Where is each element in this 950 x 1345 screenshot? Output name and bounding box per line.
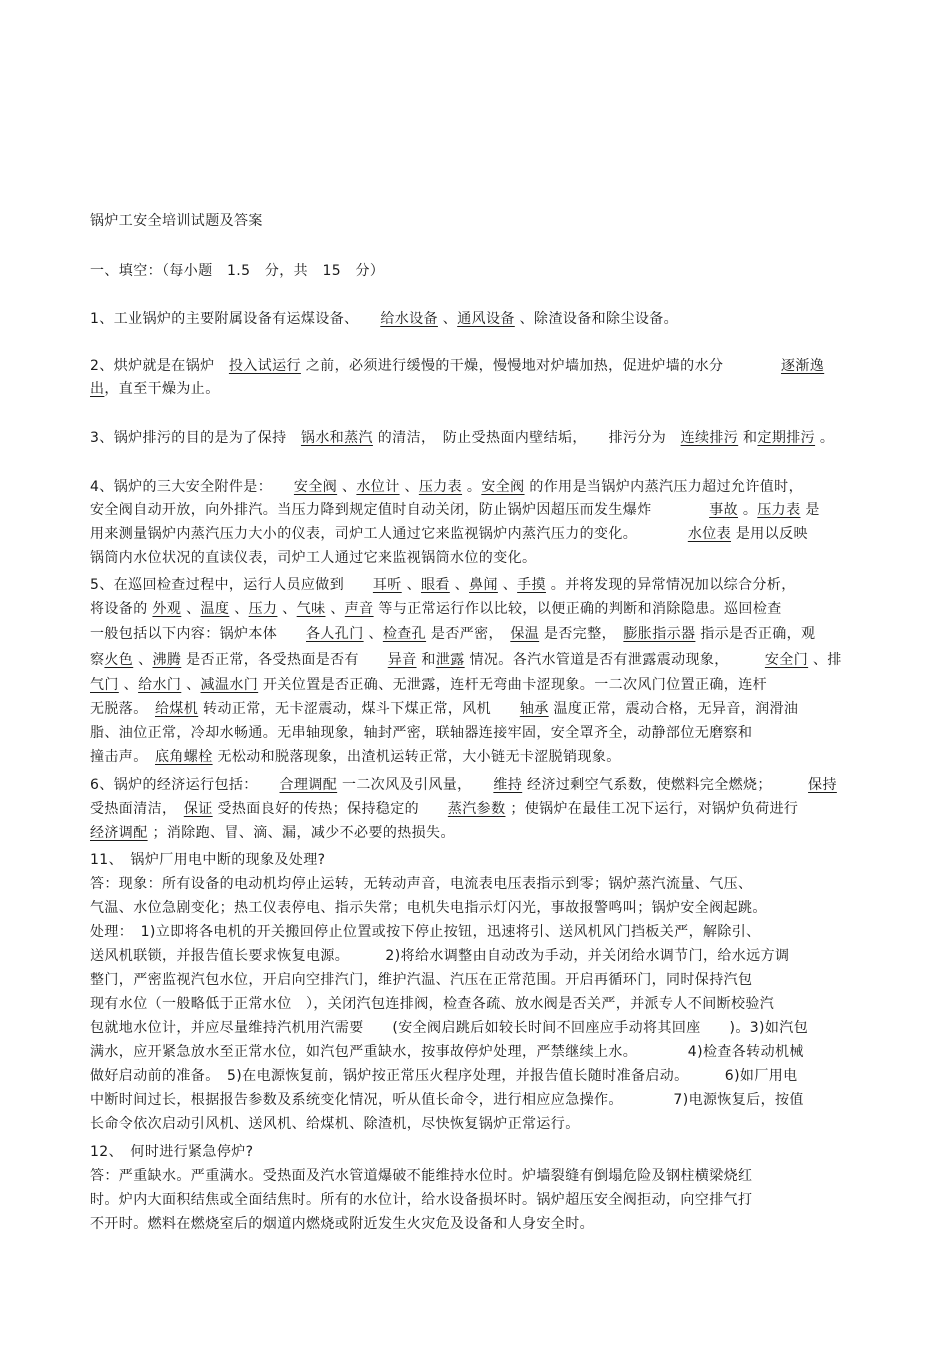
q2-line	[90, 357, 824, 375]
q6-line	[90, 776, 837, 794]
answer-blank: 鼻闻	[469, 577, 498, 593]
text-segment: 。	[462, 479, 482, 495]
answer-blank: 水位表	[687, 526, 732, 542]
q1-line	[90, 310, 678, 328]
text-segment: 、	[399, 479, 419, 495]
answer-blank: 安全阀	[481, 479, 525, 495]
text-segment: 经济过剩空气系数，使燃料完全燃烧；	[522, 777, 809, 793]
answer-blank: 蒸汽参数	[447, 801, 506, 817]
answer-blank: 保持	[808, 777, 837, 793]
q5-line	[90, 724, 752, 742]
text-segment: 送风机联锁，并报告值长要求恢复电源。 2)将给水调整由自动改为手动，并关闭给水调节门，给水远方调	[90, 948, 790, 964]
q5-line	[90, 748, 621, 766]
q5-line	[90, 600, 782, 618]
text-segment: 长命令依次启动引风机、送风机、给煤机、除渣机，尽快恢复锅炉正常运行。	[90, 1116, 580, 1132]
q11-line	[90, 875, 752, 893]
text-segment: 时。炉内大面积结焦或全面结焦时。所有的水位计，给水设备损坏时。锅炉超压安全阀拒动，向空排气打	[90, 1192, 753, 1208]
q5-line	[90, 651, 842, 669]
text-segment: 无脱落。	[90, 701, 155, 717]
text-segment: 、	[229, 601, 249, 617]
answer-blank: 温度	[200, 601, 230, 617]
answer-blank: 给煤机	[155, 701, 199, 717]
q12-line	[90, 1167, 752, 1185]
text-segment: 、	[277, 601, 297, 617]
answer-blank: 轴承	[519, 701, 549, 717]
answer-blank: 给水设备	[380, 311, 438, 327]
text-segment: 、	[181, 601, 201, 617]
q6-line	[90, 800, 798, 818]
answer-blank: 外观	[152, 601, 182, 617]
q11-line	[90, 1115, 580, 1133]
text-segment: 11、 锅炉厂用电中断的现象及处理?	[90, 852, 326, 868]
answer-blank: 各人孔门	[306, 626, 364, 642]
text-segment: 。	[738, 502, 758, 518]
answer-blank: 泄露	[435, 652, 465, 668]
q5-line	[90, 700, 798, 718]
text-segment: 。并将发现的异常情况加以综合分析，	[545, 577, 796, 593]
text-segment: 3、锅炉排污的目的是为了保持	[90, 430, 301, 446]
q11-line	[90, 1019, 808, 1037]
text-segment: 将设备的	[90, 601, 153, 617]
text-segment: 察	[90, 652, 105, 668]
text-segment: 是否严密，	[426, 626, 511, 642]
answer-blank: 安全门	[764, 652, 809, 668]
q11-line	[90, 971, 752, 989]
text-segment: ，直至干燥为止。	[104, 381, 220, 397]
text-segment: 不开时。燃料在燃烧室后的烟道内燃烧或附近发生火灾危及设备和人身安全时。	[90, 1216, 594, 1232]
answer-blank: 压力	[248, 601, 278, 617]
text-segment: 是	[800, 502, 820, 518]
answer-blank: 维持	[493, 777, 523, 793]
text-segment: 12、 何时进行紧急停炉?	[90, 1144, 254, 1160]
text-segment: 1、工业锅炉的主要附属设备有运煤设备、	[90, 311, 381, 327]
text-segment: 脂、油位正常，冷却水畅通。无串轴现象，轴封严密，联轴器连接牢固，安全罩齐全，动静部位无磨察和	[90, 725, 753, 741]
text-segment: 是用以反映	[731, 526, 808, 542]
text-segment: 、	[363, 626, 383, 642]
q11-line	[90, 1067, 798, 1085]
text-segment: 之前，必须进行缓慢的干燥，慢慢地对炉墙加热，促进炉墙的水分	[300, 358, 781, 374]
q2-line	[90, 380, 220, 398]
q5-line	[90, 676, 767, 694]
text-segment: 是否完整，	[539, 626, 624, 642]
answer-blank: 连续排污	[680, 430, 739, 446]
q4-line	[90, 549, 536, 567]
answer-blank: 减温水门	[200, 677, 259, 693]
text-segment: 和	[738, 430, 758, 446]
answer-blank: 合理调配	[279, 777, 338, 793]
text-segment: 锅筒内水位状况的直读仪表，司炉工人通过它来监视锅筒水位的变化。	[90, 550, 537, 566]
text-segment: 、除渣设备和除尘设备。	[514, 311, 679, 327]
text-segment: 情况。各汽水管道是否有泄露震动现象，	[464, 652, 765, 668]
text-segment: 2、烘炉就是在锅炉	[90, 358, 229, 374]
text-segment: 一二次风及引风量，	[337, 777, 494, 793]
page-title: 锅炉工安全培训试题及答案	[90, 213, 263, 229]
q11-line	[90, 851, 325, 869]
answer-blank: 经济调配	[90, 825, 148, 841]
text-segment: 排	[827, 652, 842, 668]
text-segment: 的作用是当锅炉内蒸汽压力超过允许值时，	[524, 479, 803, 495]
text-segment: 做好启动前的准备。 5)在电源恢复前，锅炉按正常压火程序处理，并报告值长随时准备启动。 6)如厂用电	[90, 1068, 798, 1084]
text-segment: 安全阀自动开放，向外排汽。当压力降到规定值时自动关闭，防止锅炉因超压而发生爆炸	[90, 502, 710, 518]
q11-line	[90, 947, 789, 965]
text-segment: 满水，应开紧急放水至正常水位，如汽包严重缺水，按事故停炉处理，严禁继续上水。 4)检查各转动机械	[90, 1044, 804, 1060]
answer-blank: 眼看	[420, 577, 450, 593]
q11-line	[90, 899, 767, 917]
answer-blank: 事故	[709, 502, 739, 518]
answer-blank: 水位计	[356, 479, 400, 495]
text-segment: 无松动和脱落现象，出渣机运转正常，大小链无卡涩脱销现象。	[212, 749, 621, 765]
answer-blank: 检查孔	[382, 626, 427, 642]
text-segment: 温度正常，震动合格，无异音，润滑油	[548, 701, 799, 717]
text-segment: 、	[133, 652, 153, 668]
text-segment: 一般包括以下内容：锅炉本体	[90, 626, 306, 642]
text-segment: 4、锅炉的三大安全附件是：	[90, 479, 294, 495]
q5-line	[90, 576, 796, 594]
q11-line	[90, 1043, 804, 1061]
answer-blank: 火色	[104, 652, 134, 668]
answer-blank: 定期排污	[757, 430, 816, 446]
q12-line	[90, 1191, 752, 1209]
text-segment: 等与正常运行作以比较，以便正确的判断和消除隐患。巡回检查	[373, 601, 782, 617]
text-segment: 受热面清洁，	[90, 801, 184, 817]
q4-line	[90, 525, 808, 543]
text-segment: 、	[449, 577, 470, 593]
text-segment: 5、在巡回检查过程中，运行人员应做到	[90, 577, 373, 593]
text-segment: 、	[808, 652, 828, 668]
q11-line	[90, 923, 761, 941]
q12-line	[90, 1215, 594, 1233]
answer-blank: 压力表	[418, 479, 463, 495]
text-segment: 、	[337, 479, 357, 495]
q3-line	[90, 429, 834, 447]
text-segment: ；消除跑、冒、滴、漏，减少不必要的热损失。	[147, 825, 455, 841]
answer-blank: 压力表	[757, 502, 801, 518]
text-segment: ；使锅炉在最佳工况下运行，对锅炉负荷进行	[505, 801, 799, 817]
text-segment: 、	[325, 601, 345, 617]
answer-blank: 异音	[387, 652, 417, 668]
q11-line	[90, 1091, 804, 1109]
answer-blank: 耳听	[372, 577, 402, 593]
q11-line	[90, 995, 774, 1013]
text-segment: 和	[416, 652, 436, 668]
answer-blank: 通风设备	[457, 311, 515, 327]
text-segment: 中断时间过长，根据报告参数及系统变化情况，听从值长命令，进行相应应急操作。 7)电源恢复后，按值	[90, 1092, 804, 1108]
answer-blank: 声音	[344, 601, 374, 617]
text-segment: 答：严重缺水。严重满水。受热面及汽水管道爆破不能维持水位时。炉墙裂缝有倒塌危险及钢柱横梁烧红	[90, 1168, 753, 1184]
text-segment: 是否正常，各受热面是否有	[181, 652, 388, 668]
q6-line	[90, 824, 455, 842]
answer-blank: 沸腾	[152, 652, 182, 668]
q12-line	[90, 1143, 253, 1161]
text-segment: 。	[815, 430, 835, 446]
text-segment: 的清洁， 防止受热面内壁结垢， 排污分为	[372, 430, 681, 446]
text-segment: 、	[401, 577, 421, 593]
answer-blank: 锅水和蒸汽	[300, 430, 373, 446]
text-segment: 、	[437, 311, 458, 327]
answer-blank: 膨胀指示器	[623, 626, 696, 642]
answer-blank: 逐渐逸	[780, 358, 825, 374]
answer-blank: 气味	[296, 601, 326, 617]
answer-blank: 底角螺栓	[155, 749, 213, 765]
text-segment: 、	[497, 577, 518, 593]
text-segment: 处理： 1)立即将各电机的开关搬回停止位置或按下停止按钮，迅速将引、送风机风门挡板关严，解除引、	[90, 924, 761, 940]
text-segment: 气温、水位急剧变化；热工仪表停电、指示失常；电机失电指示灯闪光，事故报警鸣叫；锅炉安全阀起跳。	[90, 900, 767, 916]
answer-blank: 给水门	[138, 677, 182, 693]
answer-blank: 气门	[90, 677, 119, 693]
q4-line	[90, 501, 820, 519]
text-segment: 撞击声。	[90, 749, 155, 765]
text-segment: 、	[181, 677, 201, 693]
text-segment: 现有水位（一般略低于正常水位 ），关闭汽包连排阀，检查各疏、放水阀是否关严，并派专人不间断校验汽	[90, 996, 775, 1012]
answer-blank: 安全阀	[293, 479, 338, 495]
text-segment: 6、锅炉的经济运行包括：	[90, 777, 280, 793]
text-segment: 开关位置是否正确、无泄露，连杆无弯曲卡涩现象。一二次风门位置正确，连杆	[258, 677, 768, 693]
text-segment: 、	[118, 677, 139, 693]
answer-blank: 出	[90, 381, 105, 397]
q4-line	[90, 478, 803, 496]
answer-blank: 保温	[510, 626, 540, 642]
section-heading: 一、填空：（每小题 1.5 分，共 15 分）	[90, 263, 385, 279]
text-segment: 答：现象：所有设备的电动机均停止运转，无转动声音，电流表电压表指示到零；锅炉蒸汽流量、气压、	[90, 876, 753, 892]
q5-line	[90, 625, 815, 643]
text-segment: 转动正常，无卡涩震动，煤斗下煤正常，风机	[198, 701, 520, 717]
text-segment: 整门，严密监视汽包水位，开启向空排汽门，维护汽温、汽压在正常范围。开启再循环门，同时保持汽包	[90, 972, 753, 988]
text-segment: 指示是否正确，观	[695, 626, 816, 642]
answer-blank: 保证	[183, 801, 213, 817]
answer-blank: 手摸	[517, 577, 546, 593]
text-segment: 包就地水位计，并应尽量维持汽机用汽需要 (安全阀启跳后如较长时间不回座应手动将其回座 )。3)如汽包	[90, 1020, 809, 1036]
text-segment: 用来测量锅炉内蒸汽压力大小的仪表，司炉工人通过它来监视锅炉内蒸汽压力的变化。	[90, 526, 688, 542]
text-segment: 受热面良好的传热；保持稳定的	[212, 801, 448, 817]
answer-blank: 投入试运行	[228, 358, 301, 374]
